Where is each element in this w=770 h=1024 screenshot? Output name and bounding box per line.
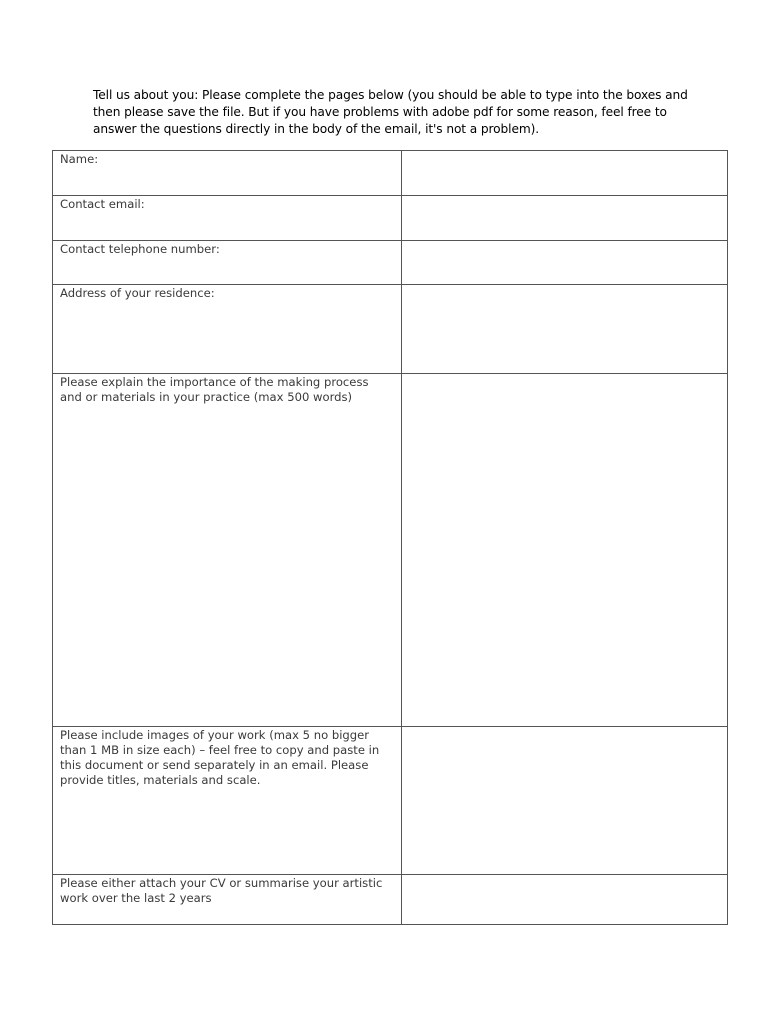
form-row-images	[53, 727, 728, 875]
making-process-field[interactable]	[402, 374, 728, 727]
intro-text: Tell us about you: Please complete the pages below (you should be able to type into the boxes and then please save the file. But if you have problems with adobe pdf for some reason, feel free to answer the questions directly in the body of the email, it's not a problem).	[93, 88, 688, 136]
address-label: Address of your residence:	[60, 286, 215, 300]
form-row-name	[53, 151, 728, 196]
making-process-label-cell	[53, 374, 402, 727]
cv-label: Please either attach your CV or summarise your artistic work over the last 2 years	[60, 876, 383, 905]
form-row-cv	[53, 875, 728, 925]
name-label-cell	[53, 151, 402, 196]
address-label-cell	[53, 285, 402, 374]
images-label-cell	[53, 727, 402, 875]
telephone-field[interactable]	[402, 241, 728, 285]
email-label-cell	[53, 196, 402, 241]
name-label: Name:	[60, 152, 99, 166]
telephone-label-cell	[53, 241, 402, 285]
name-field[interactable]	[402, 151, 728, 196]
cv-label-cell	[53, 875, 402, 925]
making-process-label: Please explain the importance of the making process and or materials in your practice (max 500 words)	[60, 375, 369, 404]
cv-field[interactable]	[402, 875, 728, 925]
images-field[interactable]	[402, 727, 728, 875]
images-label: Please include images of your work (max 5 no bigger than 1 MB in size each) – feel free to copy and paste in this document or send separately in an email. Please provide titles, materials and scale.	[60, 728, 380, 787]
email-label: Contact email:	[60, 197, 145, 211]
telephone-label: Contact telephone number:	[60, 242, 220, 256]
form-row-address	[53, 285, 728, 374]
application-form-table	[52, 150, 728, 925]
address-field[interactable]	[402, 285, 728, 374]
form-row-email	[53, 196, 728, 241]
email-field[interactable]	[402, 196, 728, 241]
form-row-telephone	[53, 241, 728, 285]
form-row-making-process	[53, 374, 728, 727]
